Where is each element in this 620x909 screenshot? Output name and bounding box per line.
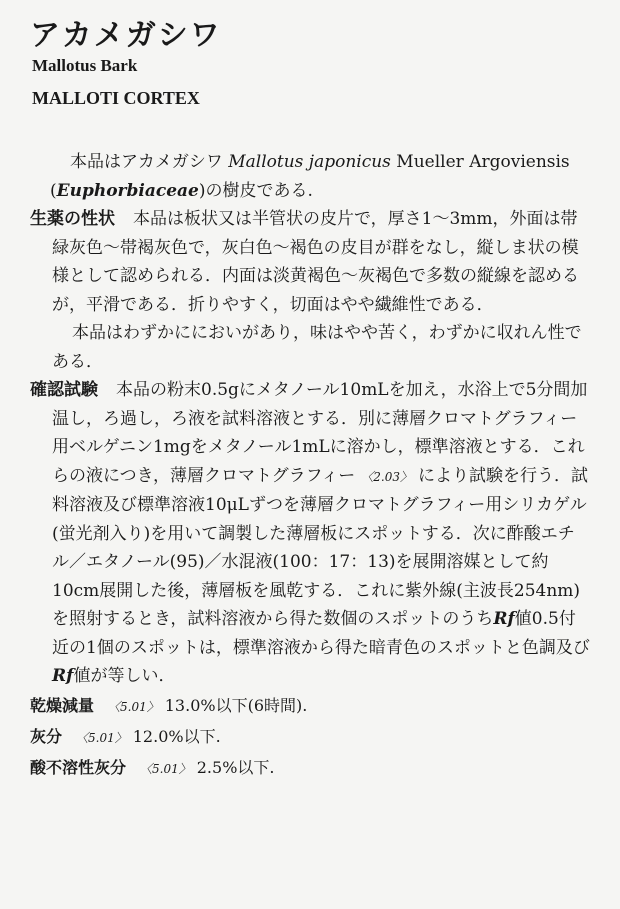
reference-total-ash: 〈5.01〉: [76, 730, 127, 745]
title-latin: MALLOTI CORTEX: [32, 88, 200, 108]
loss-on-drying-heading: 乾燥減量: [30, 695, 95, 715]
description-text: 本品は板状又は半管状の皮片で，厚さ1〜3mm，外面は帯緑灰色〜帯褐灰色で，灰白色〜褐色の皮目が群をなし，縦しま状の模様として認められる．内面は淡黄褐色〜灰褐色で多数の縦線を認めるが，平滑である．折りやすく，切面はやや繊維性である．: [52, 209, 579, 315]
intro-paragraph: [0, 148, 620, 205]
title-japanese: アカメガシワ: [30, 18, 222, 53]
loss-on-drying-value: 13.0%以下(6時間).: [164, 695, 308, 715]
intro-end: )の樹皮である.: [198, 180, 313, 201]
acid-insoluble-ash-heading: 酸不溶性灰分: [30, 757, 127, 777]
description-heading: 生薬の性状: [30, 209, 115, 229]
species-author: Mueller Argoviensis (: [50, 152, 570, 201]
identification-heading: 確認試験: [30, 380, 98, 400]
acid-insoluble-ash-value: 2.5%以下.: [196, 757, 275, 777]
loss-on-drying-line: [0, 691, 620, 722]
species-name: Mallotus japonicus: [228, 152, 391, 172]
description-section: [0, 205, 620, 319]
identification-text-3: 値0.5付近の1個のスポットは，標準溶液から得た暗青色のスポットと色調及び: [52, 609, 590, 658]
rf-symbol: Rf: [52, 666, 74, 686]
acid-insoluble-ash-line: [0, 753, 620, 784]
title-english: Mallotus Bark: [32, 56, 138, 75]
family-name: Euphorbiaceae: [56, 180, 199, 201]
total-ash-value: 12.0%以下.: [132, 726, 221, 746]
identification-section: [0, 376, 620, 691]
identification-text-2: により試験を行う．試料溶液及び標準溶液10μLずつを薄層クロマトグラフィー用シリカゲル(蛍光剤入り)を用いて調製した薄層板にスポットする．次に酢酸エチル／エタノール(95)／水混液(100：17：13)を展開溶媒として約10cm展開した後，薄層板を風乾する．これに紫外線(主波長254nm)を照射するとき，試料溶液から得た数個のスポットのうち: [52, 465, 589, 629]
rf-symbol: Rf: [493, 609, 515, 629]
reference-tlc: 〈2.03〉: [361, 469, 413, 484]
monograph-body: [0, 148, 620, 784]
reference-loss-on-drying: 〈5.01〉: [108, 699, 159, 714]
description-odor-taste: 本品はわずかににおいがあり，味はやや苦く，わずかに収れん性である．: [52, 323, 582, 372]
identification-text-4: 値が等しい．: [73, 666, 176, 686]
reference-acid-insoluble-ash: 〈5.01〉: [140, 761, 191, 776]
total-ash-heading: 灰分: [30, 726, 63, 746]
identification-text-1: 本品の粉末0.5gにメタノール10mLを加え，水浴上で5分間加温し，ろ過し，ろ液を試料溶液とする．別に薄層クロマトグラフィー用ベルゲニン1mgをメタノール1mLに溶かし，標準溶液とする．これらの液につき，薄層クロマトグラフィー: [52, 380, 588, 486]
intro-text: 本品はアカメガシワ: [70, 152, 229, 172]
total-ash-line: [0, 722, 620, 753]
